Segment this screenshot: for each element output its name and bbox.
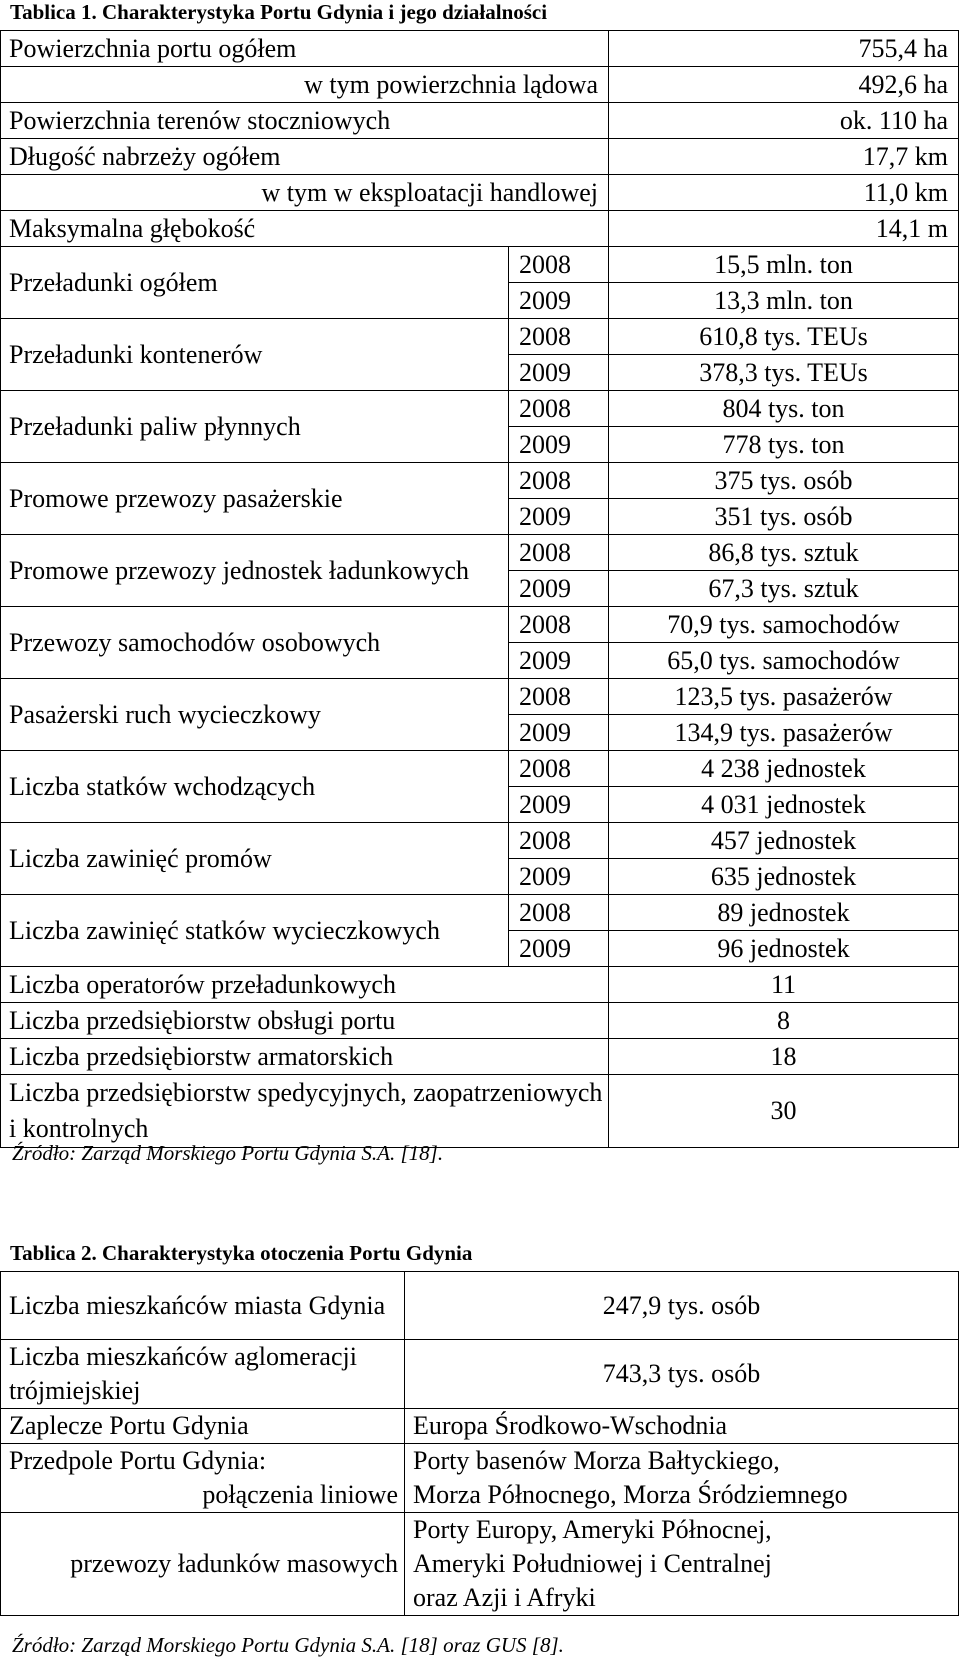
year-cell: 2009 <box>509 355 609 391</box>
row-value: 17,7 km <box>609 139 959 175</box>
value-line: Morza Północnego, Morza Śródziemnego <box>413 1480 848 1509</box>
table-row <box>1 103 959 139</box>
year-value: 65,0 tys. samochodów <box>609 643 959 679</box>
year-cell: 2008 <box>509 751 609 787</box>
row-value: 14,1 m <box>609 211 959 247</box>
value-line: oraz Azji i Afryki <box>413 1583 596 1612</box>
year-value: 70,9 tys. samochodów <box>609 607 959 643</box>
table-row <box>1 211 959 247</box>
row-label <box>1 1444 405 1513</box>
year-value: 457 jednostek <box>609 823 959 859</box>
table1-source: Źródło: Zarząd Morskiego Portu Gdynia S.A. [18]. <box>12 1141 444 1165</box>
row-label: Pasażerski ruch wycieczkowy <box>1 679 509 751</box>
value-line: Ameryki Południowej i Centralnej <box>413 1549 772 1578</box>
year-cell: 2009 <box>509 787 609 823</box>
row-label: Maksymalna głębokość <box>1 211 609 247</box>
row-label: Liczba operatorów przeładunkowych <box>1 967 609 1003</box>
row-label: Promowe przewozy jednostek ładunkowych <box>1 535 509 607</box>
year-value: 4 031 jednostek <box>609 787 959 823</box>
row-label: Liczba przedsiębiorstw obsługi portu <box>1 1003 609 1039</box>
table-row <box>1 67 959 103</box>
value-line: Porty Europy, Ameryki Północnej, <box>413 1515 772 1544</box>
year-value: 351 tys. osób <box>609 499 959 535</box>
year-cell: 2009 <box>509 643 609 679</box>
row-label: Liczba zawinięć promów <box>1 823 509 895</box>
port-characteristics-table <box>0 30 959 1148</box>
row-label: Liczba statków wchodzących <box>1 751 509 823</box>
row-value: 30 <box>609 1075 959 1148</box>
table2-caption: Tablica 2. Charakterystyka otoczenia Portu Gdynia <box>10 1241 473 1265</box>
row-label: Długość nabrzeży ogółem <box>1 139 609 175</box>
table-row <box>1 1003 959 1039</box>
table2-source: Źródło: Zarząd Morskiego Portu Gdynia S.A. [18] oraz GUS [8]. <box>12 1633 564 1657</box>
year-value: 375 tys. osób <box>609 463 959 499</box>
table-row <box>1 1039 959 1075</box>
row-value <box>405 1444 959 1513</box>
foreland-sublabel: połączenia liniowe <box>202 1480 398 1509</box>
row-label: Liczba mieszkańców miasta Gdynia <box>1 1272 405 1340</box>
port-surroundings-table <box>0 1271 959 1616</box>
row-value: 18 <box>609 1039 959 1075</box>
row-label: Liczba zawinięć statków wycieczkowych <box>1 895 509 967</box>
year-value: 96 jednostek <box>609 931 959 967</box>
table-row <box>1 1340 959 1409</box>
year-cell: 2008 <box>509 319 609 355</box>
year-value: 123,5 tys. pasażerów <box>609 679 959 715</box>
table-row <box>1 1409 959 1444</box>
year-cell: 2008 <box>509 535 609 571</box>
year-value: 13,3 mln. ton <box>609 283 959 319</box>
row-label: Przeładunki paliw płynnych <box>1 391 509 463</box>
row-value: Europa Środkowo-Wschodnia <box>405 1409 959 1444</box>
year-value: 778 tys. ton <box>609 427 959 463</box>
year-value: 635 jednostek <box>609 859 959 895</box>
row-label: Przeładunki kontenerów <box>1 319 509 391</box>
table-row <box>1 319 959 355</box>
table-row <box>1 175 959 211</box>
row-label: Liczba przedsiębiorstw armatorskich <box>1 1039 609 1075</box>
row-value: ok. 110 ha <box>609 103 959 139</box>
year-cell: 2009 <box>509 283 609 319</box>
year-value: 610,8 tys. TEUs <box>609 319 959 355</box>
row-value: 11,0 km <box>609 175 959 211</box>
table-row <box>1 967 959 1003</box>
year-value: 134,9 tys. pasażerów <box>609 715 959 751</box>
table-row <box>1 1075 959 1148</box>
year-value: 67,3 tys. sztuk <box>609 571 959 607</box>
year-value: 86,8 tys. sztuk <box>609 535 959 571</box>
row-label: Zaplecze Portu Gdynia <box>1 1409 405 1444</box>
table-row <box>1 31 959 67</box>
row-value: 11 <box>609 967 959 1003</box>
row-label: Liczba przedsiębiorstw spedycyjnych, zaopatrzeniowych i kontrolnych <box>1 1075 609 1148</box>
year-cell: 2008 <box>509 391 609 427</box>
year-cell: 2009 <box>509 931 609 967</box>
table-row <box>1 751 959 787</box>
year-cell: 2008 <box>509 823 609 859</box>
year-cell: 2009 <box>509 427 609 463</box>
year-cell: 2009 <box>509 859 609 895</box>
year-value: 378,3 tys. TEUs <box>609 355 959 391</box>
table-row <box>1 607 959 643</box>
table-row <box>1 391 959 427</box>
row-value: 8 <box>609 1003 959 1039</box>
row-label: Powierzchnia terenów stoczniowych <box>1 103 609 139</box>
row-label: Liczba mieszkańców aglomeracji trójmiejskiej <box>1 1340 405 1409</box>
row-value <box>405 1513 959 1616</box>
row-value: 247,9 tys. osób <box>405 1272 959 1340</box>
year-cell: 2008 <box>509 895 609 931</box>
row-value: 492,6 ha <box>609 67 959 103</box>
year-cell: 2008 <box>509 607 609 643</box>
year-value: 15,5 mln. ton <box>609 247 959 283</box>
year-cell: 2008 <box>509 247 609 283</box>
year-cell: 2009 <box>509 571 609 607</box>
table-row <box>1 1513 959 1616</box>
row-label: Przeładunki ogółem <box>1 247 509 319</box>
foreland-heading: Przedpole Portu Gdynia: <box>9 1446 267 1475</box>
row-label: Przewozy samochodów osobowych <box>1 607 509 679</box>
table-row <box>1 1444 959 1513</box>
year-value: 4 238 jednostek <box>609 751 959 787</box>
table-row <box>1 247 959 283</box>
row-label: w tym powierzchnia lądowa <box>1 67 609 103</box>
table-row <box>1 1272 959 1340</box>
year-value: 804 tys. ton <box>609 391 959 427</box>
table1-caption: Tablica 1. Charakterystyka Portu Gdynia i jego działalności <box>10 0 548 24</box>
row-label: w tym w eksploatacji handlowej <box>1 175 609 211</box>
table-row <box>1 895 959 931</box>
year-cell: 2008 <box>509 679 609 715</box>
table-row <box>1 139 959 175</box>
table-row <box>1 823 959 859</box>
year-value: 89 jednostek <box>609 895 959 931</box>
year-cell: 2008 <box>509 463 609 499</box>
table-row <box>1 535 959 571</box>
row-value: 743,3 tys. osób <box>405 1340 959 1409</box>
table-row <box>1 679 959 715</box>
table-row <box>1 463 959 499</box>
row-label: przewozy ładunków masowych <box>1 1513 405 1616</box>
year-cell: 2009 <box>509 715 609 751</box>
row-label: Powierzchnia portu ogółem <box>1 31 609 67</box>
value-line: Porty basenów Morza Bałtyckiego, <box>413 1446 780 1475</box>
row-value: 755,4 ha <box>609 31 959 67</box>
row-label: Promowe przewozy pasażerskie <box>1 463 509 535</box>
year-cell: 2009 <box>509 499 609 535</box>
